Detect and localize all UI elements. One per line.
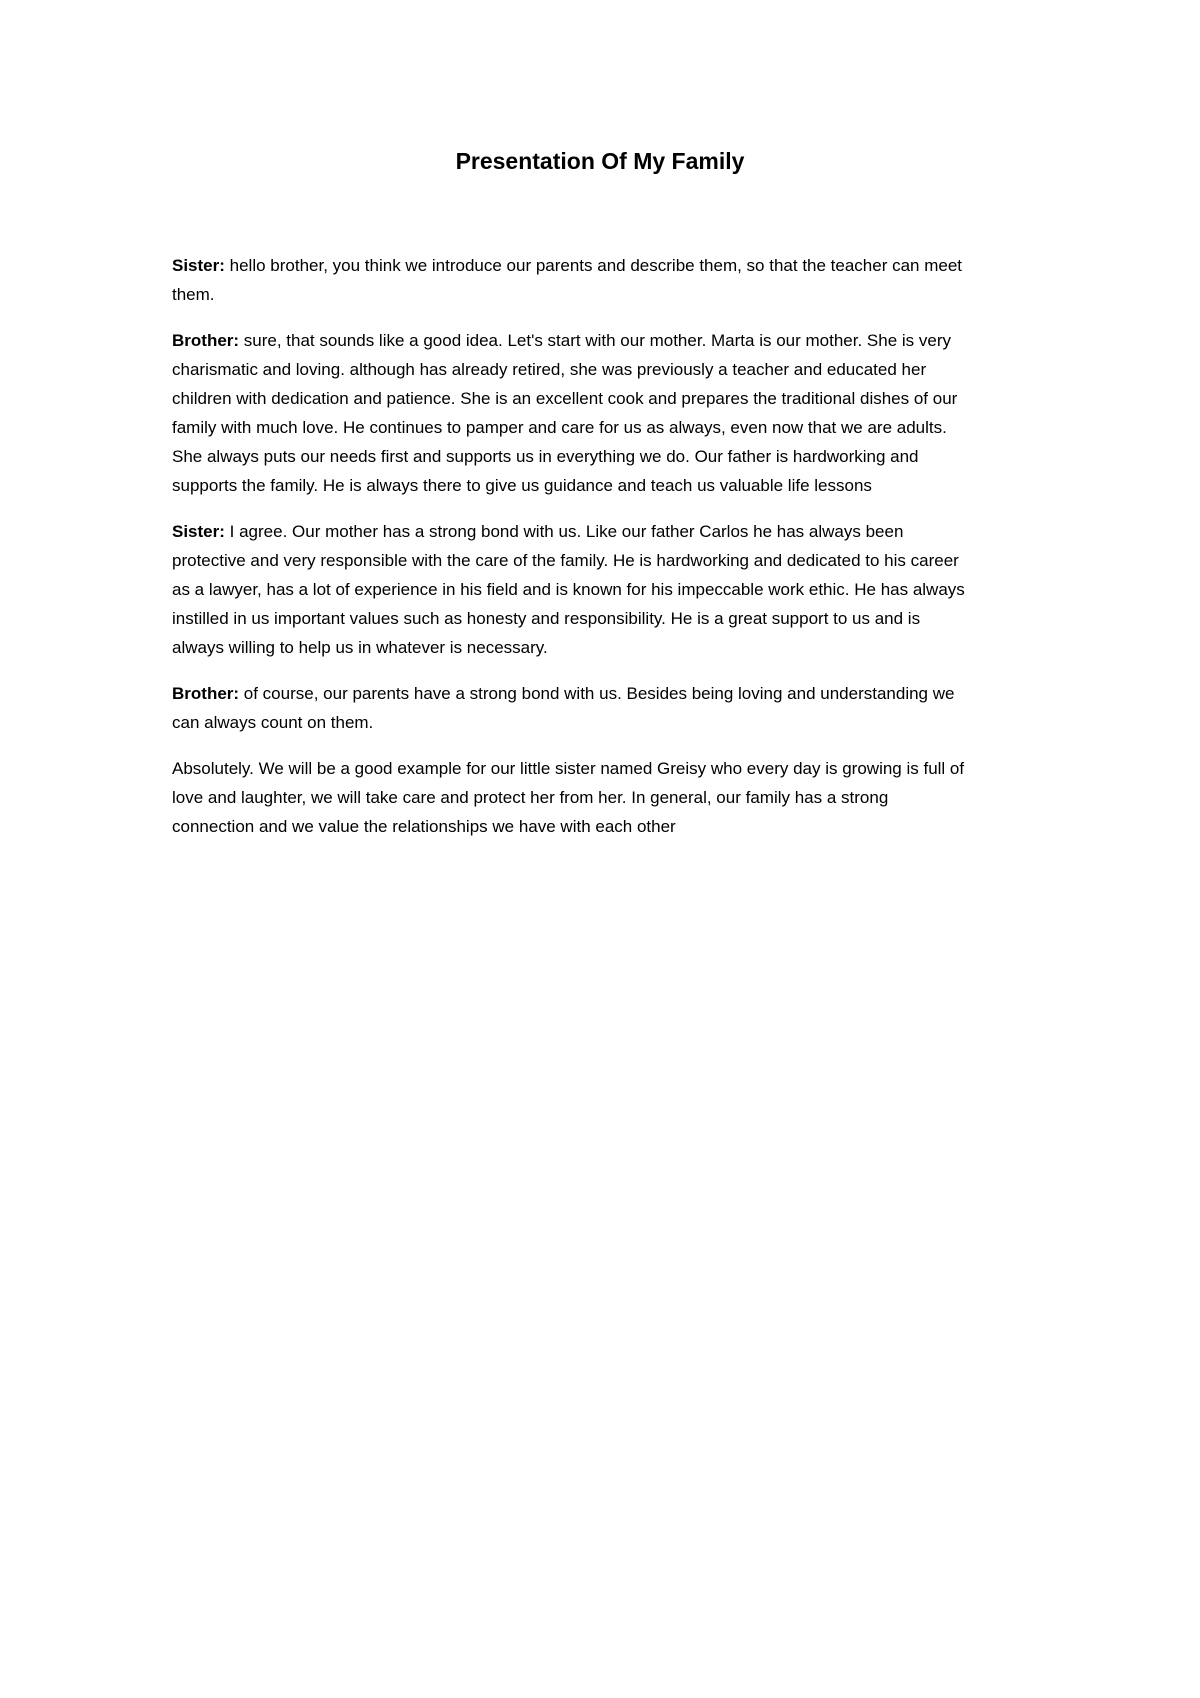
- speaker-label: Sister:: [172, 256, 225, 275]
- speaker-label: Brother:: [172, 684, 240, 703]
- paragraph-text: I agree. Our mother has a strong bond with us. Like our father Carlos he has always been protective and very responsible with the care of the family. He is hardworking and dedicated to his career as a lawyer, has a lot of experience in his field and is known for his impeccable work ethic. He has always instilled in us important values such as honesty and responsibility. He is a great support to us and is always willing to help us in whatever is necessary.: [172, 522, 965, 657]
- paragraph-text: sure, that sounds like a good idea. Let's start with our mother. Marta is our mother. She is very charismatic and loving. although has already retired, she was previously a teacher and educated her children with dedication and patience. She is an excellent cook and prepares the traditional dishes of our family with much love. He continues to pamper and care for us as always, even now that we are adults. She always puts our needs first and supports us in everything we do. Our father is hardworking and supports the family. He is always there to give us guidance and teach us valuable life lessons: [172, 331, 958, 495]
- paragraph-text: of course, our parents have a strong bond with us. Besides being loving and understanding we can always count on them.: [172, 684, 955, 732]
- dialogue-paragraph: [172, 326, 972, 500]
- dialogue-paragraph: [172, 517, 972, 662]
- paragraph-text: hello brother, you think we introduce our parents and describe them, so that the teacher can meet them.: [172, 256, 963, 304]
- paragraph-text: Absolutely. We will be a good example for our little sister named Greisy who every day is growing is full of love and laughter, we will take care and protect her from her. In general, our family has a strong connection and we value the relationships we have with each other: [172, 759, 965, 836]
- document-body: [172, 251, 972, 858]
- speaker-label: Sister:: [172, 522, 225, 541]
- speaker-label: Brother:: [172, 331, 240, 350]
- dialogue-paragraph: [172, 679, 972, 737]
- dialogue-paragraph: [172, 251, 972, 309]
- closing-paragraph: [172, 754, 972, 841]
- document-title: Presentation Of My Family: [455, 148, 745, 174]
